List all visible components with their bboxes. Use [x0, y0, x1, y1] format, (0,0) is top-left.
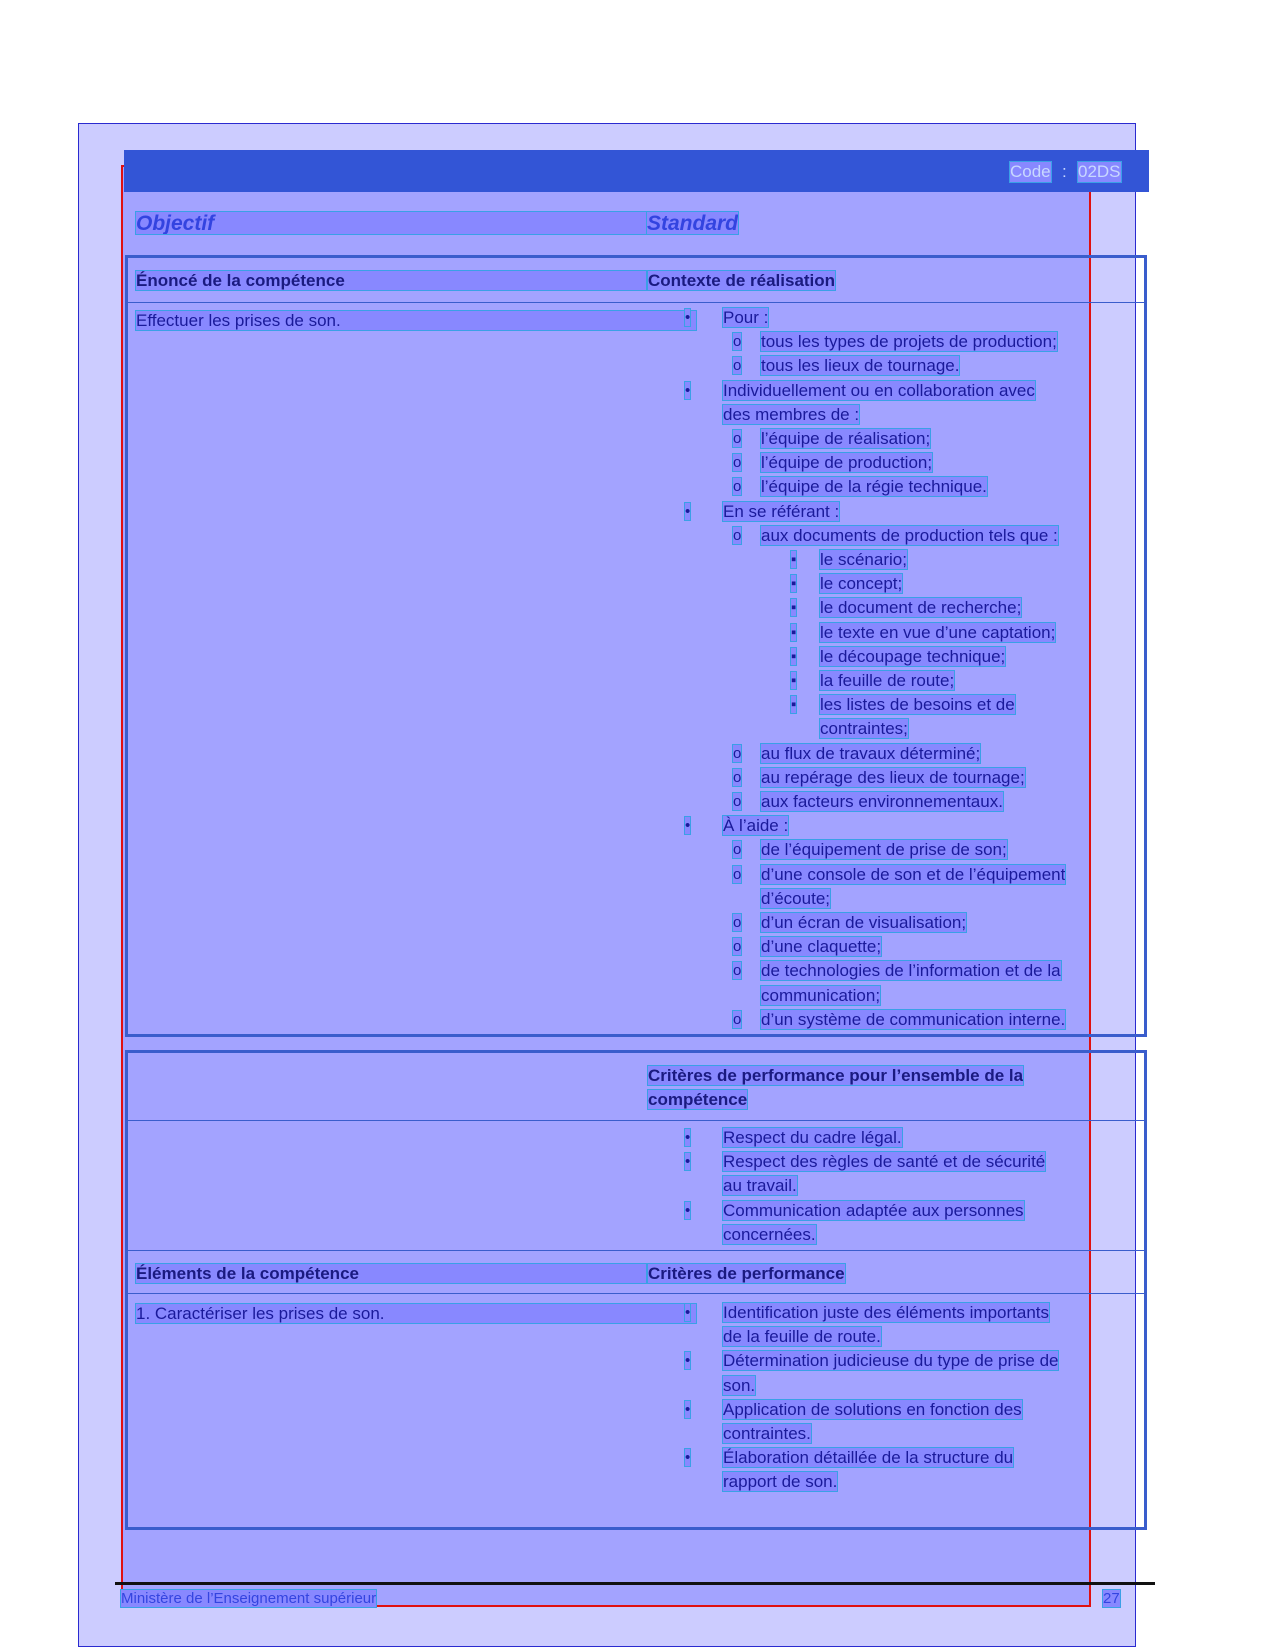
list-item: Pour : [723, 308, 769, 327]
standard-title: Standard [647, 212, 739, 235]
list-item: le découpage technique; [820, 646, 1006, 666]
bullet-l1-icon: • [685, 502, 691, 520]
bullet-l2-icon: o [733, 357, 742, 375]
list-item: le concept; [820, 574, 903, 594]
bullet-l1-icon: • [685, 1352, 691, 1370]
list-item: concernées. [723, 1224, 816, 1244]
list-item: le texte en vue d’une captation; [820, 622, 1056, 642]
criteres-heading: Critères de performance [648, 1264, 845, 1283]
bullet-l3-icon: ▪ [791, 623, 797, 641]
bullet-l3-icon: ▪ [791, 672, 797, 689]
list-item: les listes de besoins et de [820, 695, 1015, 715]
enonce-text: Effectuer les prises de son. [136, 311, 696, 330]
bullet-l2-icon: o [733, 793, 742, 810]
bullet-l2-icon: o [733, 841, 742, 859]
bullet-l1-icon: • [685, 817, 691, 835]
list-item: Communication adaptée aux personnes [723, 1200, 1024, 1220]
footer-ministry: Ministère de l’Enseignement supérieur [121, 1590, 377, 1607]
criteres-ensemble-heading-line1: Critères de performance pour l’ensemble de la [648, 1066, 1024, 1085]
bullet-l2-icon: o [733, 744, 742, 762]
criteres-ensemble-heading-line2: compétence [648, 1090, 748, 1109]
competence-header-divider [125, 302, 1147, 303]
list-item: l’équipe de production; [761, 453, 933, 473]
objectif-title: Objectif [136, 212, 646, 234]
list-item: de la feuille de route. [723, 1327, 881, 1347]
bullet-l2-icon: o [733, 938, 742, 956]
code-separator: : [1062, 162, 1067, 181]
bullet-l1-icon: • [685, 1304, 691, 1321]
list-item: l’équipe de la régie technique. [761, 477, 987, 497]
element-1-text: 1. Caractériser les prises de son. [136, 1304, 696, 1323]
footer-page-number: 27 [1103, 1590, 1120, 1607]
bullet-l2-icon: o [733, 1010, 742, 1028]
list-item: Détermination judicieuse du type de prise de [723, 1351, 1059, 1371]
bullet-l3-icon: ▪ [791, 575, 797, 593]
bullet-l1-icon: • [685, 381, 691, 399]
bullet-l2-icon: o [733, 865, 742, 883]
contexte-heading: Contexte de réalisation [648, 271, 836, 290]
footer-rule [115, 1582, 1155, 1585]
bullet-l3-icon: ▪ [791, 551, 797, 568]
list-item: le document de recherche; [820, 598, 1022, 618]
code-value: 02DS [1078, 162, 1121, 181]
header-bar [124, 150, 1149, 192]
bullet-l2-icon: o [733, 962, 742, 980]
list-item: Élaboration détaillée de la structure du [723, 1448, 1014, 1468]
elements-heading: Éléments de la compétence [136, 1264, 646, 1283]
list-item: l’équipe de réalisation; [761, 429, 931, 448]
code-label: Code [1010, 162, 1051, 181]
bullet-l2-icon: o [733, 768, 742, 786]
elements-top-divider [125, 1250, 1147, 1251]
list-item: Individuellement ou en collaboration avec [723, 380, 1035, 400]
bullet-l2-icon: o [733, 914, 742, 931]
bullet-l2-icon: o [733, 478, 742, 496]
list-item: d’un système de communication interne. [761, 1009, 1066, 1029]
bullet-l2-icon: o [733, 454, 742, 472]
list-item: Respect du cadre légal. [723, 1128, 902, 1147]
list-item: d’une console de son et de l’équipement [761, 864, 1066, 884]
list-item: la feuille de route; [820, 671, 955, 690]
list-item: de technologies de l’information et de la [761, 961, 1061, 981]
list-item: contraintes. [723, 1424, 811, 1443]
bullet-l3-icon: ▪ [791, 647, 797, 665]
bullet-l2-icon: o [733, 430, 742, 447]
list-item: contraintes; [820, 719, 908, 739]
list-item: le scénario; [820, 550, 907, 569]
list-item: À l’aide : [723, 816, 789, 836]
list-item: au travail. [723, 1176, 797, 1196]
list-item: au repérage des lieux de tournage; [761, 767, 1025, 787]
bullet-l1-icon: • [685, 309, 691, 326]
list-item: rapport de son. [723, 1472, 838, 1492]
list-item: Application de solutions en fonction des [723, 1399, 1022, 1419]
list-item: d’un écran de visualisation; [761, 913, 967, 932]
bullet-l2-icon: o [733, 333, 742, 351]
bullet-l1-icon: • [685, 1201, 691, 1219]
bullet-l1-icon: • [685, 1129, 691, 1146]
list-item: son. [723, 1375, 756, 1395]
bullet-l1-icon: • [685, 1153, 691, 1171]
list-item: des membres de : [723, 404, 860, 424]
list-item: d’une claquette; [761, 937, 882, 957]
list-item: de l’équipement de prise de son; [761, 840, 1007, 860]
bullet-l3-icon: ▪ [791, 599, 797, 617]
bullet-l1-icon: • [685, 1400, 691, 1418]
list-item: tous les types de projets de production; [761, 332, 1057, 352]
list-item: au flux de travaux déterminé; [761, 743, 981, 763]
enonce-heading: Énoncé de la compétence [136, 271, 646, 290]
elements-header-divider [125, 1293, 1147, 1294]
criteres-header-divider [125, 1120, 1147, 1121]
list-item: Respect des règles de santé et de sécurité [723, 1152, 1046, 1172]
list-item: communication; [761, 985, 881, 1005]
list-item: Identification juste des éléments importants [723, 1303, 1050, 1322]
bullet-l2-icon: o [733, 526, 742, 544]
bullet-l3-icon: ▪ [791, 696, 797, 714]
bullet-l1-icon: • [685, 1449, 691, 1467]
list-item: tous les lieux de tournage. [761, 356, 960, 376]
list-item: aux facteurs environnementaux. [761, 792, 1003, 811]
list-item: aux documents de production tels que : [761, 525, 1058, 545]
list-item: d’écoute; [761, 888, 830, 908]
list-item: En se référant : [723, 501, 840, 521]
